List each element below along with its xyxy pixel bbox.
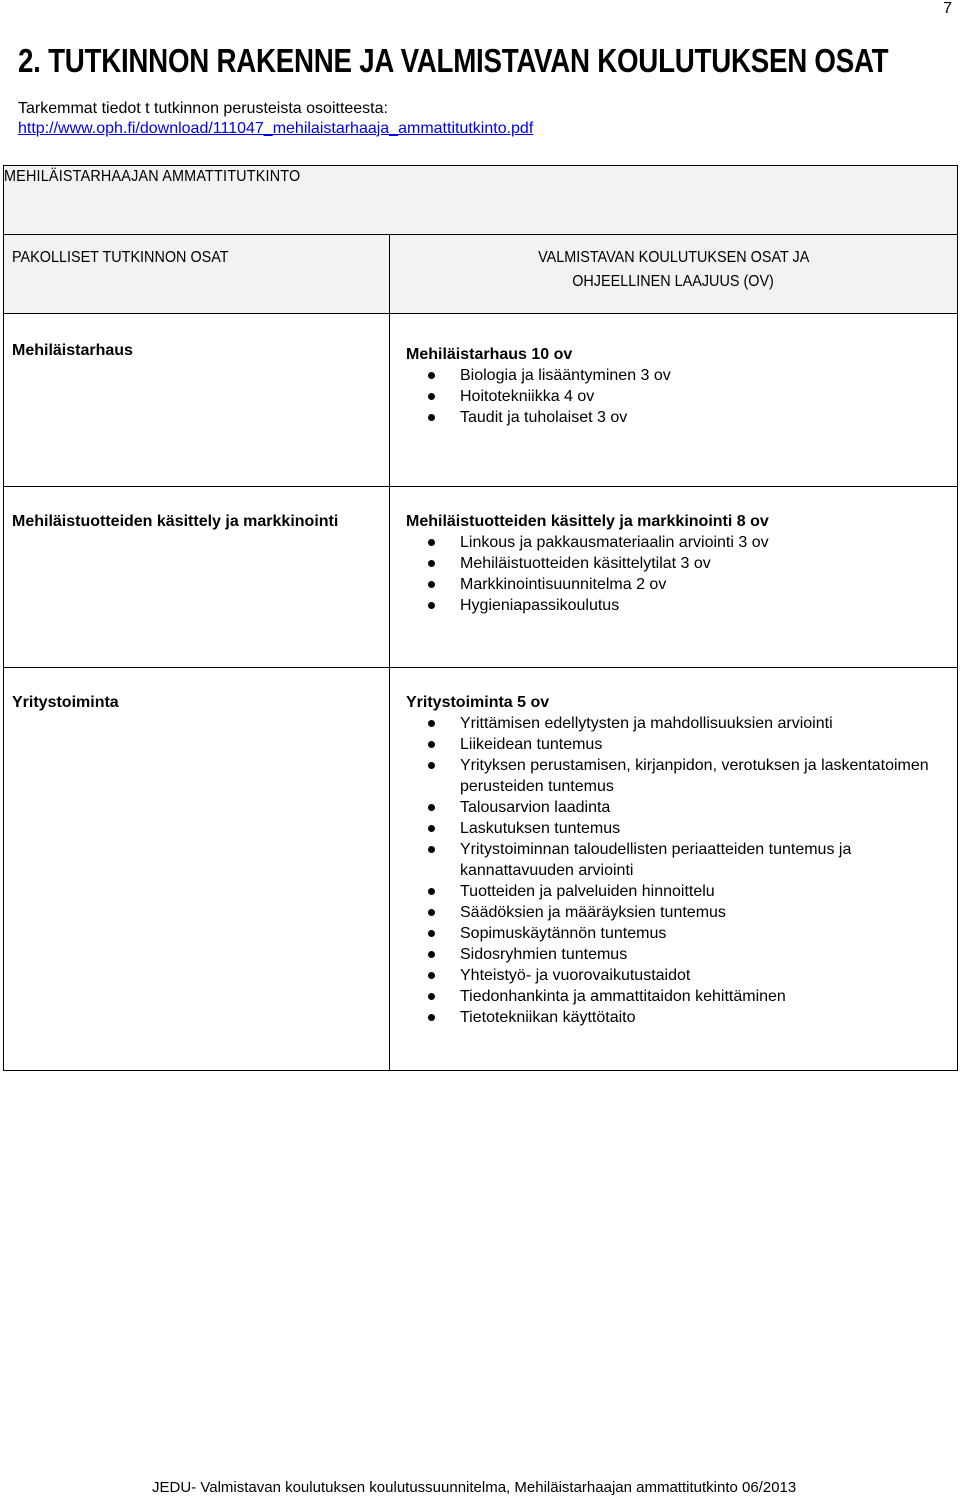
bullet-icon <box>428 825 435 832</box>
bullet-icon <box>428 741 435 748</box>
bullet-icon <box>428 972 435 979</box>
list-item: Yrityksen perustamisen, kirjanpidon, verotuksen ja laskentatoimen perusteiden tuntemus <box>406 755 957 797</box>
page-number: 7 <box>943 0 952 17</box>
right-column-header-line-1: VALMISTAVAN KOULUTUKSEN OSAT JA <box>537 249 810 266</box>
training-part-title: Mehiläistarhaus 10 ov <box>406 346 573 363</box>
table-row <box>4 487 958 668</box>
table-header-row <box>4 235 958 314</box>
training-part <box>390 668 958 1071</box>
required-part: Yritystoiminta <box>4 668 390 1071</box>
bullet-icon <box>428 888 435 895</box>
left-column-header-text: PAKOLLISET TUTKINNON OSAT <box>12 249 229 266</box>
list-item: Säädöksien ja määräyksien tuntemus <box>406 902 957 923</box>
left-column-header <box>4 235 390 314</box>
bullet-icon <box>428 372 435 379</box>
training-topic-list <box>406 713 957 1028</box>
list-item: Yritystoiminnan taloudellisten periaatteiden tuntemus ja kannattavuuden arviointi <box>406 839 957 881</box>
bullet-icon <box>428 1014 435 1021</box>
list-item: Markkinointisuunnitelma 2 ov <box>406 574 957 595</box>
list-item: Yhteistyö- ja vuorovaikutustaidot <box>406 965 957 986</box>
list-item: Laskutuksen tuntemus <box>406 818 957 839</box>
bullet-icon <box>428 762 435 769</box>
table-title-row <box>4 166 958 235</box>
bullet-icon <box>428 930 435 937</box>
bullet-icon <box>428 414 435 421</box>
list-item: Hygieniapassikoulutus <box>406 595 957 616</box>
page-title: 2. TUTKINNON RAKENNE JA VALMISTAVAN KOULUTUKSEN OSAT <box>18 42 889 79</box>
bullet-icon <box>428 602 435 609</box>
bullet-icon <box>428 804 435 811</box>
list-item: Tuotteiden ja palveluiden hinnoittelu <box>406 881 957 902</box>
required-part: Mehiläistarhaus <box>4 314 390 487</box>
list-item: Hoitotekniikka 4 ov <box>406 386 957 407</box>
list-item: Biologia ja lisääntyminen 3 ov <box>406 365 957 386</box>
right-column-header <box>390 235 958 314</box>
bullet-icon <box>428 909 435 916</box>
list-item: Liikeidean tuntemus <box>406 734 957 755</box>
list-item: Sopimuskäytännön tuntemus <box>406 923 957 944</box>
bullet-icon <box>428 393 435 400</box>
list-item: Talousarvion laadinta <box>406 797 957 818</box>
bullet-icon <box>428 720 435 727</box>
list-item: Linkous ja pakkausmateriaalin arviointi 3 ov <box>406 532 957 553</box>
table-title: MEHILÄISTARHAAJAN AMMATTITUTKINTO <box>4 168 301 185</box>
list-item: Tiedonhankinta ja ammattitaidon kehittäminen <box>406 986 957 1007</box>
right-column-header-line-2: OHJEELLINEN LAAJUUS (OV) <box>572 273 775 290</box>
bullet-icon <box>428 560 435 567</box>
training-part-title: Mehiläistuotteiden käsittely ja markkinointi 8 ov <box>406 513 769 530</box>
table-row <box>4 314 958 487</box>
intro <box>18 99 533 139</box>
bullet-icon <box>428 951 435 958</box>
list-item: Tietotekniikan käyttötaito <box>406 1007 957 1028</box>
training-topic-list <box>406 365 957 428</box>
bullet-icon <box>428 993 435 1000</box>
intro-text: Tarkemmat tiedot t tutkinnon perusteista osoitteesta: <box>18 100 388 117</box>
training-part <box>390 487 958 668</box>
table-title-cell <box>4 166 958 235</box>
training-topic-list <box>406 532 957 616</box>
page-footer: JEDU- Valmistavan koulutuksen koulutussuunnitelma, Mehiläistarhaajan ammattitutkinto 06/2013 <box>152 1479 797 1496</box>
list-item: Sidosryhmien tuntemus <box>406 944 957 965</box>
list-item: Yrittämisen edellytysten ja mahdollisuuksien arviointi <box>406 713 957 734</box>
table-row <box>4 668 958 1071</box>
bullet-icon <box>428 539 435 546</box>
training-part-title: Yritystoiminta 5 ov <box>406 694 550 711</box>
curriculum-table <box>3 165 958 1071</box>
bullet-icon <box>428 846 435 853</box>
list-item: Taudit ja tuholaiset 3 ov <box>406 407 957 428</box>
list-item: Mehiläistuotteiden käsittelytilat 3 ov <box>406 553 957 574</box>
bullet-icon <box>428 581 435 588</box>
required-part: Mehiläistuotteiden käsittely ja markkinointi <box>4 487 390 668</box>
curriculum-link[interactable]: http://www.oph.fi/download/111047_mehilaistarhaaja_ammattitutkinto.pdf <box>18 120 534 137</box>
training-part <box>390 314 958 487</box>
